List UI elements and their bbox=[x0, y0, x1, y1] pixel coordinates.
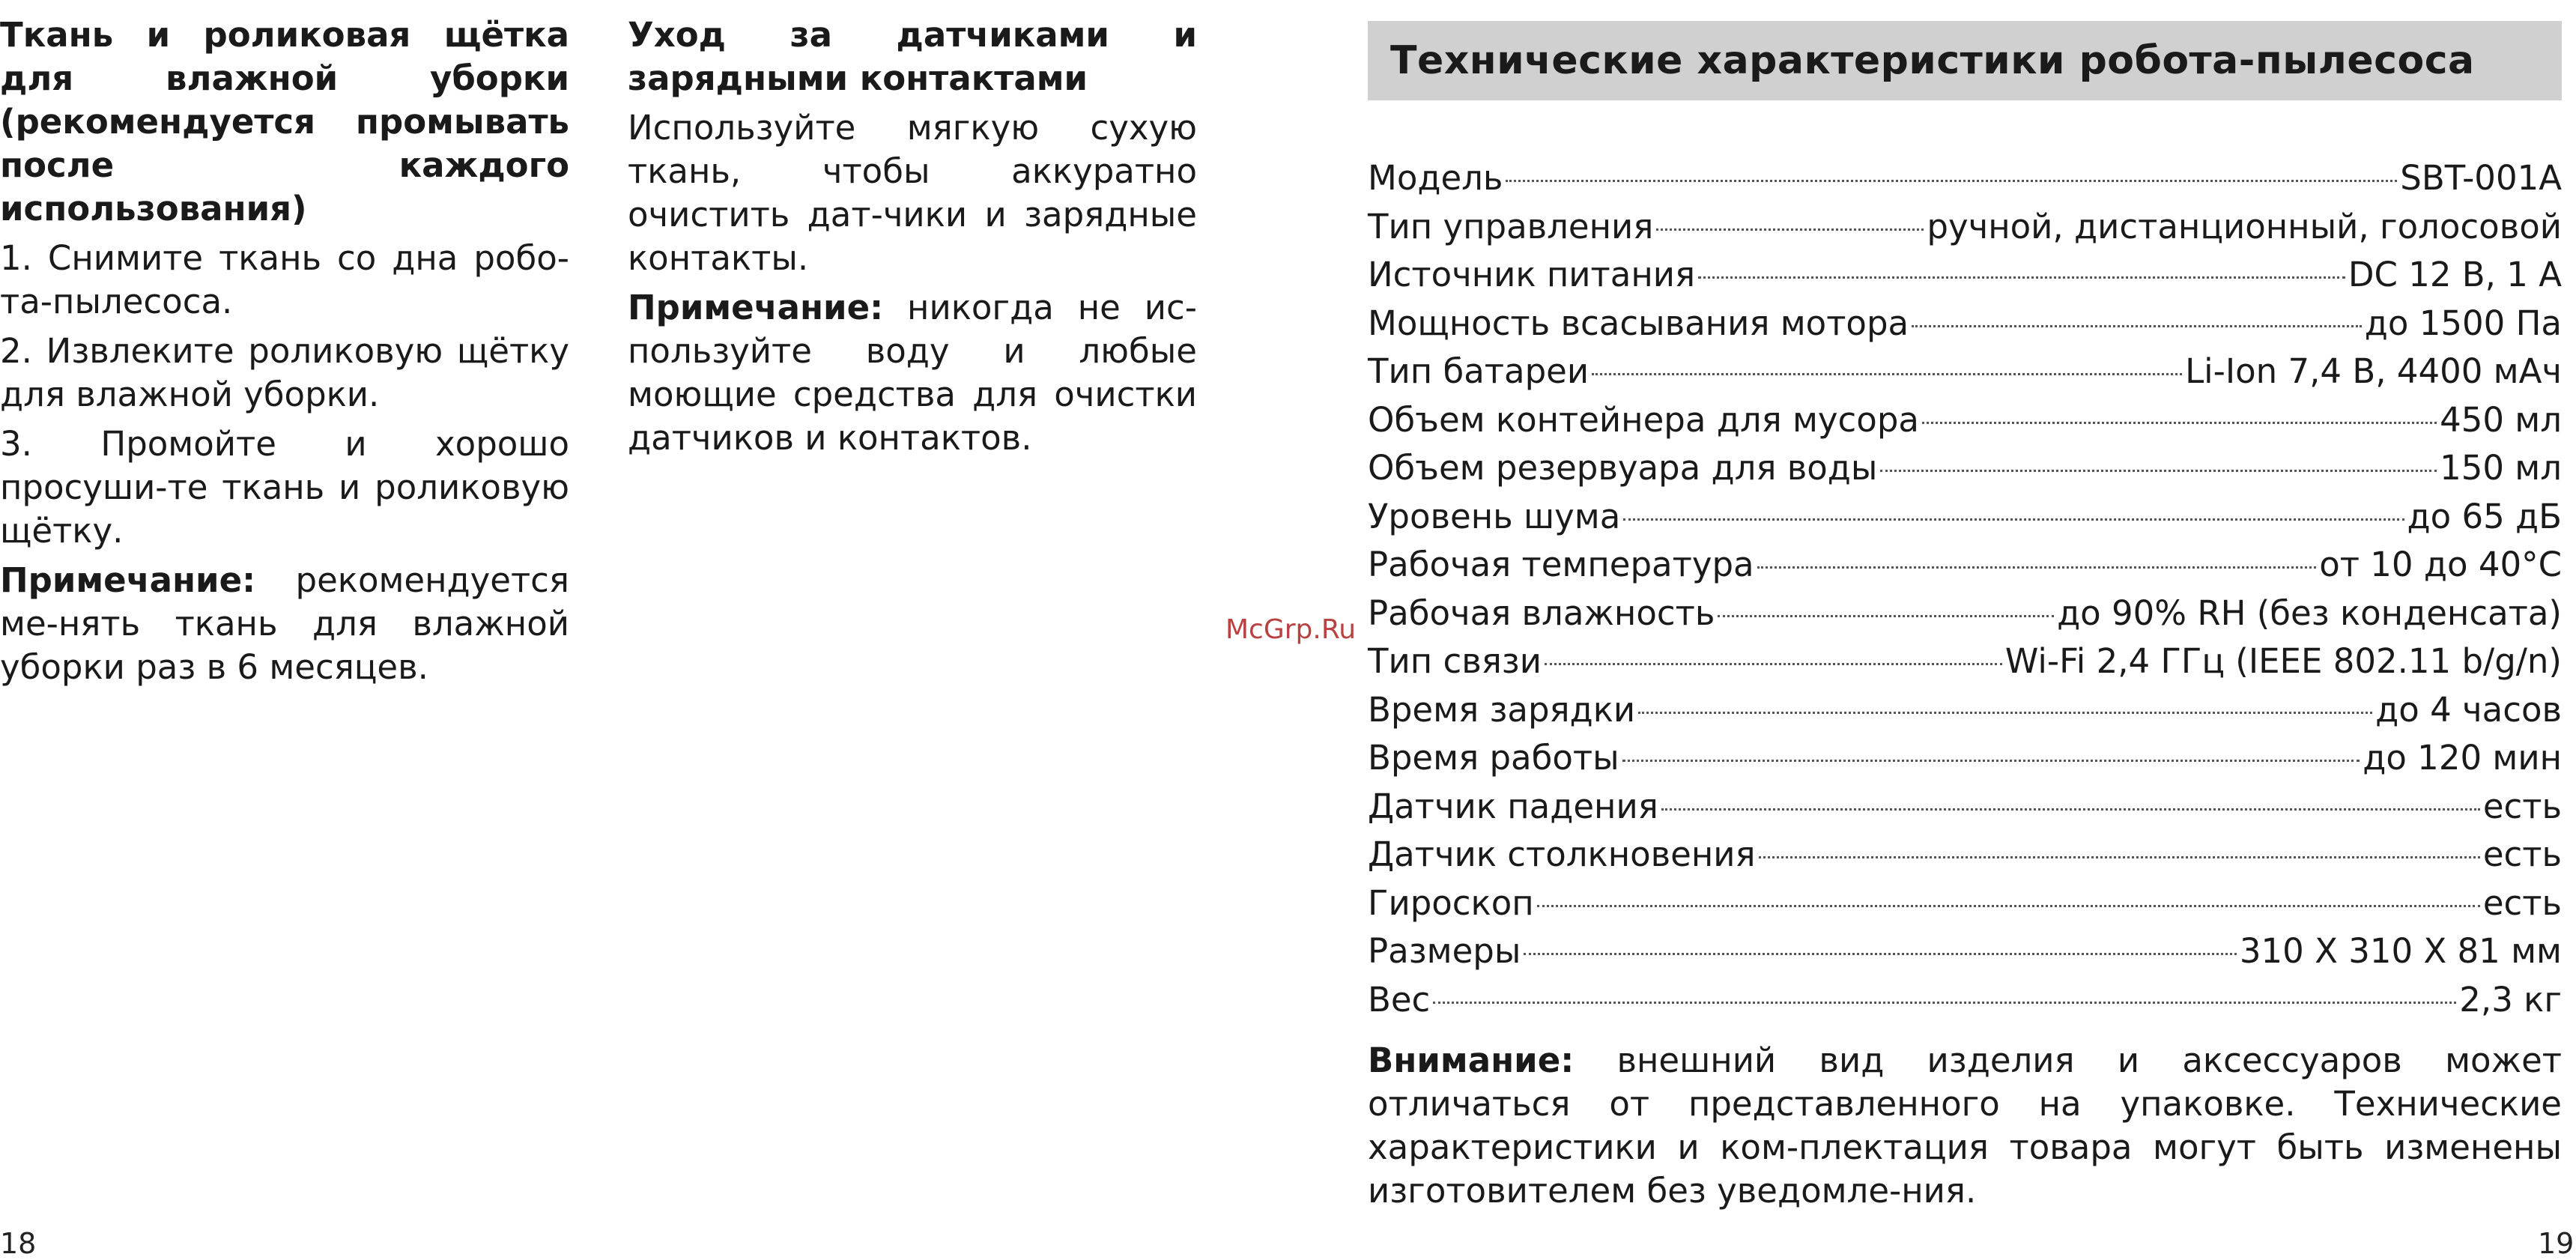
spec-label: Датчик столкновения bbox=[1368, 835, 1756, 874]
spec-row bbox=[1368, 637, 2562, 686]
spec-title: Технические характеристики робота-пылесоса bbox=[1390, 38, 2475, 83]
dot-leader bbox=[1545, 663, 2002, 665]
spec-value: есть bbox=[2482, 882, 2562, 923]
spec-value: ручной, дистанционный, голосовой bbox=[1927, 206, 2562, 246]
instruction-paragraph: Используйте мягкую сухую ткань, чтобы аккуратно очистить дат-чики и зарядные контакты. bbox=[628, 108, 1197, 278]
spec-row bbox=[1368, 927, 2562, 976]
step-item: 2. Извлеките роликовую щётку для влажной уборки. bbox=[0, 331, 569, 414]
dot-leader bbox=[1622, 760, 2360, 762]
spec-row bbox=[1368, 444, 2562, 493]
spec-value: есть bbox=[2482, 786, 2562, 826]
spec-value: 310 Х 310 Х 81 мм bbox=[2239, 931, 2562, 971]
dot-leader bbox=[1922, 422, 2437, 424]
dot-leader bbox=[1880, 470, 2437, 472]
spec-row bbox=[1368, 348, 2562, 396]
dot-leader bbox=[1718, 615, 2054, 617]
step-item: 1. Снимите ткань со дна робо-та-пылесоса. bbox=[0, 238, 569, 321]
dot-leader bbox=[1759, 856, 2480, 858]
spec-value: до 1500 Па bbox=[2364, 303, 2562, 343]
dot-leader bbox=[1912, 325, 2362, 327]
spec-page bbox=[1368, 21, 2562, 1213]
spec-label: Уровень шума bbox=[1368, 496, 1621, 536]
dot-leader bbox=[1506, 180, 2397, 182]
middle-column bbox=[628, 13, 1197, 466]
watermark-text: McGrp.Ru bbox=[1225, 614, 1357, 645]
spec-value: 2,3 кг bbox=[2459, 979, 2562, 1020]
spec-value: DC 12 В, 1 А bbox=[2348, 255, 2562, 294]
spec-row bbox=[1368, 203, 2562, 252]
dot-leader bbox=[1698, 276, 2345, 279]
spec-row bbox=[1368, 300, 2562, 348]
spec-list bbox=[1368, 154, 2562, 1024]
note-label: Примечание: bbox=[0, 560, 256, 600]
dot-leader bbox=[1433, 1002, 2456, 1004]
dot-leader bbox=[1623, 518, 2404, 521]
spec-value: Li-Ion 7,4 В, 4400 мАч bbox=[2185, 351, 2562, 391]
dot-leader bbox=[1757, 566, 2317, 569]
note-label: Примечание: bbox=[628, 288, 884, 327]
spec-row bbox=[1368, 783, 2562, 832]
spec-row bbox=[1368, 831, 2562, 879]
step-item: 3. Промойте и хорошо просуши-те ткань и роликовую щётку. bbox=[0, 424, 569, 551]
spec-row bbox=[1368, 734, 2562, 783]
page-number-left: 18 bbox=[0, 1227, 37, 1260]
note-paragraph bbox=[628, 286, 1197, 460]
spec-label: Время работы bbox=[1368, 738, 1619, 778]
spec-label: Источник питания bbox=[1368, 255, 1696, 294]
spec-label: Тип управления bbox=[1368, 206, 1654, 246]
spec-label: Объем контейнера для мусора bbox=[1368, 399, 1919, 440]
spec-row bbox=[1368, 590, 2562, 638]
spec-row bbox=[1368, 541, 2562, 590]
spec-value: до 90% RH (без конденсата) bbox=[2057, 593, 2562, 633]
spec-row bbox=[1368, 686, 2562, 735]
spec-label: Тип батареи bbox=[1368, 351, 1589, 391]
spec-label: Датчик падения bbox=[1368, 786, 1658, 826]
page-number-right: 19 bbox=[2538, 1227, 2575, 1260]
spec-label: Время зарядки bbox=[1368, 689, 1636, 730]
note-text: никогда не ис-пользуйте воду и любые моющие средства для очистки датчиков и контактов. bbox=[628, 288, 1197, 458]
spec-value: SBT-001A bbox=[2400, 158, 2562, 198]
dot-leader bbox=[1537, 905, 2480, 907]
spec-value: от 10 до 40°С bbox=[2319, 545, 2562, 584]
spec-row bbox=[1368, 154, 2562, 203]
dot-leader bbox=[1638, 712, 2372, 714]
dot-leader bbox=[1656, 228, 1924, 231]
spec-label: Рабочая температура bbox=[1368, 545, 1754, 584]
spec-label: Размеры bbox=[1368, 931, 1521, 971]
note-paragraph bbox=[0, 559, 569, 689]
spec-row bbox=[1368, 251, 2562, 300]
dot-leader bbox=[1661, 808, 2480, 811]
spec-row bbox=[1368, 396, 2562, 445]
spec-row bbox=[1368, 879, 2562, 928]
spec-label: Вес bbox=[1368, 979, 1431, 1020]
section-heading-wet-cleaning: Ткань и роликовая щётка для влажной уборки (рекомендуется промывать после каждого использования) bbox=[0, 15, 569, 228]
spec-value: до 120 мин bbox=[2363, 738, 2562, 778]
note-text: рекомендуется ме-нять ткань для влажной уборки раз в 6 месяцев. bbox=[0, 560, 569, 687]
spec-label: Рабочая влажность bbox=[1368, 593, 1715, 633]
spec-label: Гироскоп bbox=[1368, 882, 1534, 923]
spec-label: Мощность всасывания мотора bbox=[1368, 303, 1909, 343]
spec-value: 150 мл bbox=[2440, 448, 2562, 488]
spec-row bbox=[1368, 976, 2562, 1025]
spec-value: до 4 часов bbox=[2375, 689, 2562, 730]
spec-label: Модель bbox=[1368, 158, 1503, 198]
warning-text: внешний вид изделия и аксессуаров может отличаться от представленного на упаковке. Технические характеристики и ком-плектация товара могут быть изменены изготовителем без уведомле-ния. bbox=[1368, 1041, 2562, 1211]
spec-label: Объем резервуара для воды bbox=[1368, 448, 1878, 488]
dot-leader bbox=[1524, 953, 2237, 955]
dot-leader bbox=[1592, 373, 2182, 375]
spec-value: 450 мл bbox=[2440, 399, 2562, 440]
spec-label: Тип связи bbox=[1368, 641, 1542, 681]
section-heading-sensor-care: Уход за датчиками и зарядными контактами bbox=[628, 15, 1197, 98]
warning-paragraph bbox=[1368, 1039, 2562, 1213]
spec-value: до 65 дБ bbox=[2407, 496, 2562, 536]
warning-label: Внимание: bbox=[1368, 1041, 1575, 1080]
left-column bbox=[0, 13, 569, 695]
spec-title-bar bbox=[1368, 21, 2562, 100]
spec-row bbox=[1368, 493, 2562, 542]
spec-value: есть bbox=[2482, 835, 2562, 874]
spec-value: Wi-Fi 2,4 ГГц (IEEE 802.11 b/g/n) bbox=[2004, 641, 2562, 681]
